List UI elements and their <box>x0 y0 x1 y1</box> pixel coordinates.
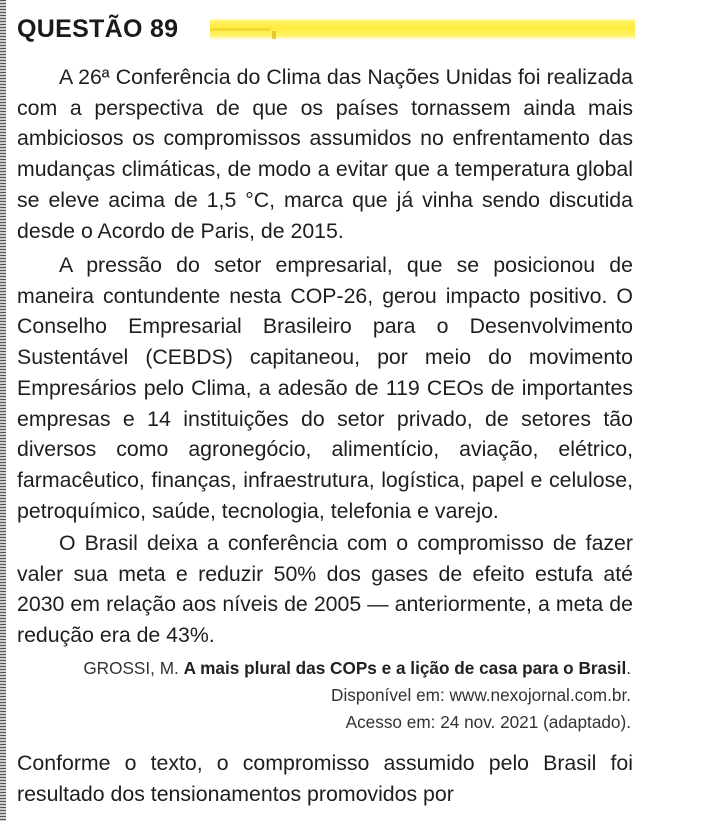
page-edge-rule <box>0 0 6 821</box>
question-prompt <box>17 748 633 809</box>
citation-access: Acesso em: 24 nov. 2021 (adaptado). <box>345 712 631 732</box>
paragraph-1-text: A 26ª Conferência do Clima das Nações Unidas foi realizada com a perspectiva de que os países tornassem ainda mais ambiciosos os compromissos assumidos no enfrentamento das mudanças climáticas, de modo a evitar que a temperatura global se eleve acima de 1,5 °C, marca que já vinha sendo discutida desde o Acordo de Paris, de 2015. <box>17 65 633 243</box>
source-citation <box>17 655 631 736</box>
citation-author: GROSSI, M. <box>83 658 184 678</box>
paragraph-2-text: A pressão do setor empresarial, que se posicionou de maneira contundente nesta COP-26, gerou impacto positivo. O Conselho Empresarial Brasileiro para o Desenvolvimento Sustentável (CEBDS) capitaneou, por meio do movimento Empresários pelo Clima, a adesão de 119 CEOs de importantes empresas e 14 instituições do setor privado, de setores tão diversos como agronegócio, alimentício, aviação, elétrico, farmacêutico, finanças, infraestrutura, logística, papel e celulose, petroquímico, saúde, tecnologia, telefonia e varejo. <box>17 253 633 523</box>
paragraph-3 <box>17 528 633 651</box>
question-header <box>17 13 637 45</box>
title-highlight-bar <box>210 18 635 40</box>
paragraph-1 <box>17 62 633 246</box>
citation-period: . <box>626 658 631 678</box>
paragraph-2 <box>17 250 633 526</box>
citation-available: Disponível em: www.nexojornal.com.br. <box>331 685 631 705</box>
question-title: QUESTÃO 89 <box>17 15 179 43</box>
citation-title: A mais plural das COPs e a lição de casa para o Brasil <box>183 658 627 678</box>
citation-reference <box>17 655 631 682</box>
paragraph-3-text: O Brasil deixa a conferência com o compromisso de fazer valer sua meta e reduzir 50% dos gases de efeito estufa até 2030 em relação aos níveis de 2005 — anteriormente, a meta de redução era de 43%. <box>17 531 633 648</box>
question-prompt-text: Conforme o texto, o compromisso assumido pelo Brasil foi resultado dos tensionamentos promovidos por <box>17 751 633 806</box>
